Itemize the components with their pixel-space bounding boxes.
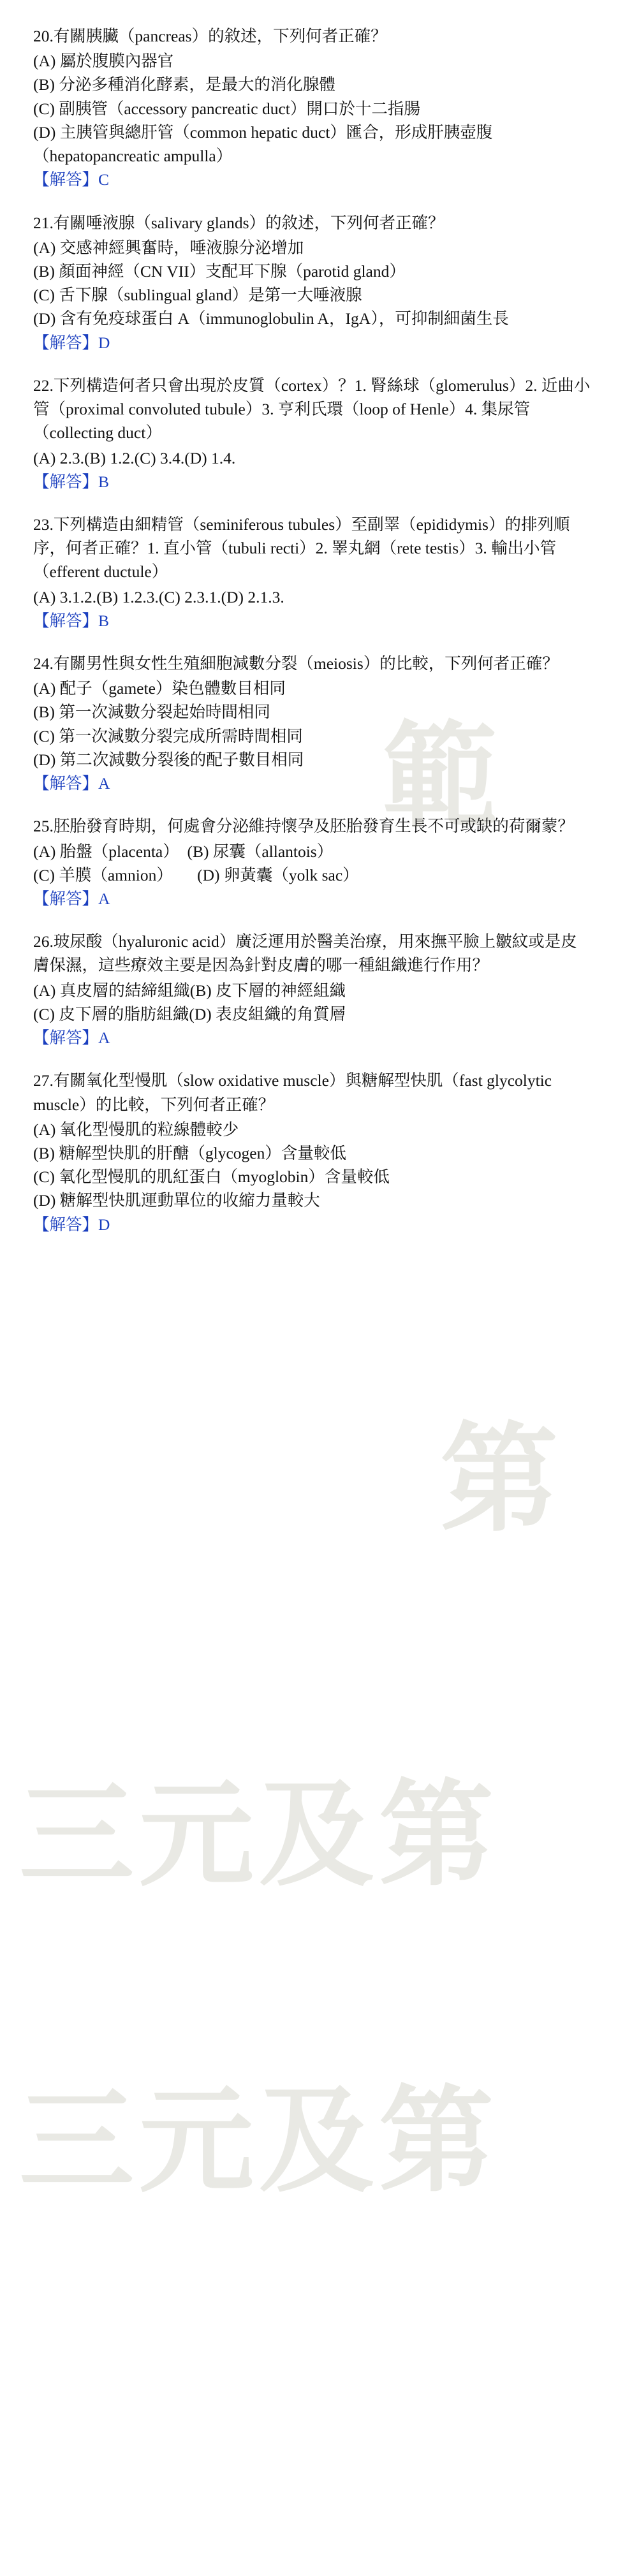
question-stem: 26.玻尿酸（hyaluronic acid）廣泛運用於醫美治療，用來撫平臉上皺紋或是皮膚保濕，這些療效主要是因為針對皮膚的哪一種組織進行作用？: [33, 932, 577, 975]
question-stem: 24.有關男性與女性生殖細胞減數分裂（meiosis）的比較，下列何者正確？: [33, 654, 559, 673]
question-item: [33, 930, 592, 1050]
question-option: (A) 屬於腹膜內器官: [33, 52, 174, 71]
question-option: (D) 主胰管與總肝管（common hepatic duct）匯合，形成肝胰壺腹（hepatopancreatic ampulla）: [33, 122, 493, 166]
question-answer: 【解答】D: [33, 1215, 110, 1234]
question-option: (C) 舌下腺（sublingual gland）是第一大唾液腺: [33, 286, 362, 305]
question-option: (A) 胎盤（placenta） (B) 尿囊（allantois）: [33, 842, 334, 861]
question-answer: 【解答】B: [33, 472, 110, 491]
watermark-glyph: 第: [440, 1416, 558, 1546]
watermark-glyph: 範: [383, 714, 498, 841]
watermark-glyph: 三元及第: [19, 2079, 499, 2206]
question-option: (A) 2.3.(B) 1.2.(C) 3.4.(D) 1.4.: [33, 448, 236, 467]
question-item: [33, 211, 592, 355]
question-answer: 【解答】A: [33, 774, 110, 793]
question-option: (C) 氧化型慢肌的肌紅蛋白（myoglobin）含量較低: [33, 1167, 390, 1187]
question-list: [33, 24, 592, 1236]
question-item: [33, 1069, 592, 1236]
question-stem: 22.下列構造何者只會出現於皮質（cortex）？1. 腎絲球（glomerulus）2. 近曲小管（proximal convoluted tubule）3. 亨利氏環（loop of Henle）4. 集尿管（collecting duct）: [33, 376, 591, 443]
question-item: [33, 814, 592, 911]
question-item: [33, 652, 592, 795]
question-option: (A) 3.1.2.(B) 1.2.3.(C) 2.3.1.(D) 2.1.3.: [33, 587, 284, 606]
question-option: (C) 副胰管（accessory pancreatic duct）開口於十二指腸: [33, 99, 420, 118]
question-answer: 【解答】C: [33, 170, 110, 189]
watermark-glyph: 三元及第: [19, 1773, 499, 1899]
question-option: (A) 配子（gamete）染色體數目相同: [33, 679, 286, 698]
question-item: [33, 374, 592, 494]
question-option: (B) 第一次減數分裂起始時間相同: [33, 703, 270, 722]
question-option: (D) 糖解型快肌運動單位的收縮力量較大: [33, 1191, 320, 1210]
question-stem: 27.有關氧化型慢肌（slow oxidative muscle）與糖解型快肌（fast glycolytic muscle）的比較，下列何者正確？: [33, 1071, 552, 1114]
question-stem: 25.胚胎發育時期，何處會分泌維持懷孕及胚胎發育生長不可或缺的荷爾蒙？: [33, 817, 574, 836]
question-stem: 21.有關唾液腺（salivary glands）的敘述，下列何者正確？: [33, 213, 445, 232]
question-answer: 【解答】A: [33, 889, 110, 908]
question-option: (D) 第二次減數分裂後的配子數目相同: [33, 750, 304, 769]
question-stem: 23.下列構造由細精管（seminiferous tubules）至副睪（epididymis）的排列順序，何者正確？1. 直小管（tubuli recti）2. 睪丸網（rete testis）3. 輸出小管（efferent ductule）: [33, 515, 570, 582]
question-item: [33, 24, 592, 192]
question-option: (C) 皮下層的脂肪組織(D) 表皮組織的角質層: [33, 1004, 346, 1023]
question-answer: 【解答】B: [33, 611, 110, 630]
question-option: (A) 真皮層的結締組織(B) 皮下層的神經組織: [33, 981, 346, 1000]
question-option: (B) 分泌多種消化酵素，是最大的消化腺體: [33, 75, 335, 94]
question-answer: 【解答】A: [33, 1028, 110, 1048]
question-option: (C) 第一次減數分裂完成所需時間相同: [33, 726, 303, 745]
question-item: [33, 513, 592, 633]
question-answer: 【解答】D: [33, 333, 110, 352]
question-option: (D) 含有免疫球蛋白 A（immunoglobulin A，IgA），可抑制細菌生長: [33, 309, 509, 328]
question-stem: 20.有關胰臟（pancreas）的敘述，下列何者正確？: [33, 27, 387, 45]
question-option: (B) 顏面神經（CN VII）支配耳下腺（parotid gland）: [33, 261, 406, 281]
question-option: (B) 糖解型快肌的肝醣（glycogen）含量較低: [33, 1143, 346, 1162]
question-option: (A) 交感神經興奮時，唾液腺分泌增加: [33, 238, 304, 257]
question-option: (A) 氧化型慢肌的粒線體較少: [33, 1120, 239, 1139]
question-option: (C) 羊膜（amnion） (D) 卵黃囊（yolk sac）: [33, 865, 359, 884]
